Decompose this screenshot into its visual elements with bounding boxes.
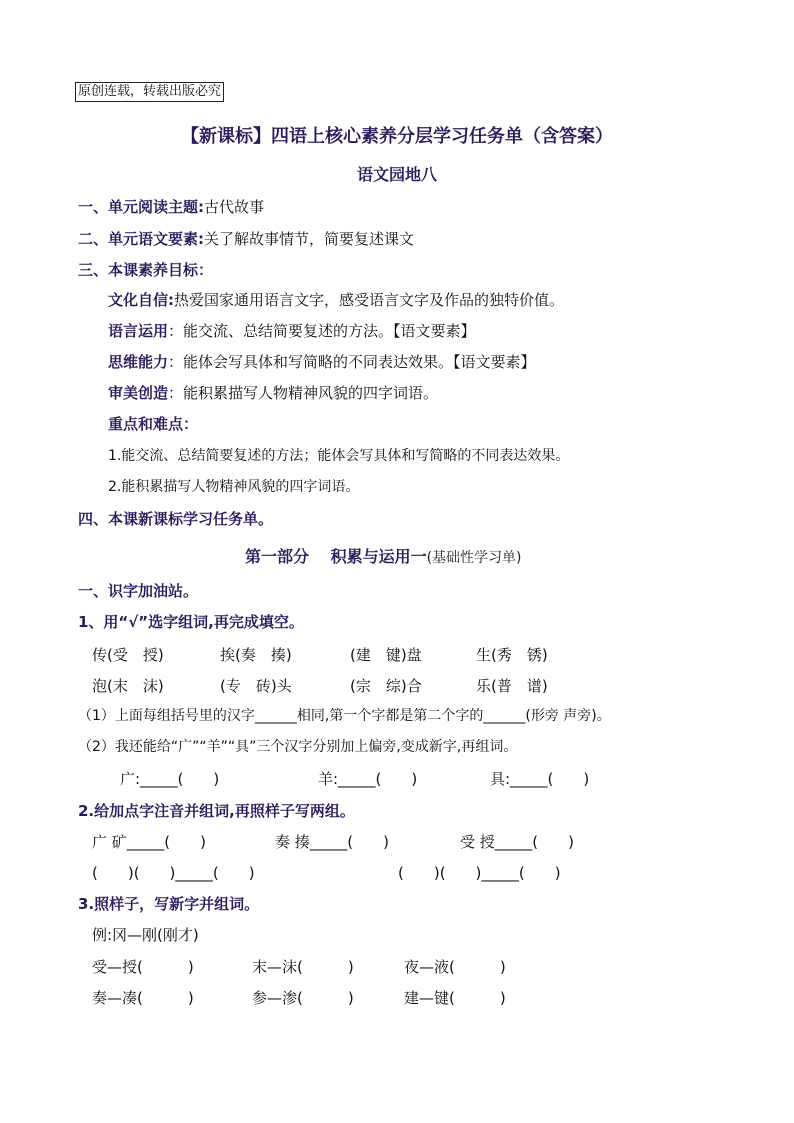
q1-row2-item-3: (宗 综)合 [350, 677, 422, 695]
q1-blank-ju: 具:_____( ) [490, 770, 590, 788]
goal-text: 热爱国家通用语言文字，感受语言文字及作品的独特价值。 [174, 291, 565, 309]
q1-row1-item-1: 传(受 授) [92, 646, 164, 664]
q2-row2-item-2: ( )( )_____( ) [398, 864, 561, 882]
section-text: 关了解故事情节，简要复述课文 [204, 230, 415, 248]
section-reading-theme [78, 196, 264, 218]
goal-aesthetic [108, 382, 438, 404]
q2-row1-item-3: 受 授_____( ) [460, 833, 574, 851]
q1-fill-1: （1）上面每组括号里的汉字______相同,第一个字都是第二个字的______(形旁 声旁)。 [78, 708, 611, 724]
goal-label: 思维能力 [108, 353, 169, 371]
q1-row1-item-4: 生(秀 锈) [476, 646, 548, 664]
goal-label: 文化自信: [108, 291, 174, 309]
q1-blank-yang: 羊:_____( ) [318, 770, 418, 788]
section-label: 一、单元阅读主题: [78, 198, 204, 216]
goal-label: 审美创造 [108, 384, 169, 402]
question-group-heading: 一、识字加油站。 [78, 582, 199, 600]
section-language-element [78, 228, 414, 250]
q3-row1-item-3: 夜—液( ) [404, 958, 506, 976]
part-subtitle: (基础性学习单) [426, 550, 522, 566]
goal-text: ：能积累描写人物精神风貌的四字词语。 [168, 384, 439, 402]
q2-title: 2.给加点字注音并组词,再照样子写两组。 [78, 802, 355, 820]
section-task-sheet: 四、本课新课标学习任务单。 [78, 510, 274, 528]
q1-row2-item-4: 乐(普 谱) [476, 677, 548, 695]
page-subtitle: 语文园地八 [356, 165, 437, 184]
q2-row2-item-1: ( )( )_____( ) [92, 864, 255, 882]
copyright-notice: 原创连载，转载出版必究 [75, 82, 224, 102]
q1-fill-2: （2）我还能给“广”“羊”“具”三个汉字分别加上偏旁,变成新字,再组词。 [78, 739, 518, 755]
part-heading [245, 544, 522, 567]
key-points-heading: 重点和难点： [108, 415, 199, 433]
q1-title: 1、用“√”选字组词,再完成填空。 [78, 613, 304, 631]
key-point-1: 1.能交流、总结简要复述的方法；能体会写具体和写简略的不同表达效果。 [108, 448, 570, 464]
section-goals-heading: 三、本课素养目标： [78, 261, 214, 279]
q1-row2-item-1: 泡(末 沫) [92, 677, 164, 695]
q1-row1-item-2: 挨(奏 揍) [220, 646, 292, 664]
part-title: 第一部分 积累与运用一 [245, 547, 427, 566]
q2-row1-item-1: 广 矿_____( ) [92, 833, 206, 851]
q3-title: 3.照样子，写新字并组词。 [78, 895, 260, 913]
section-label: 二、单元语文要素: [78, 230, 204, 248]
q3-row2-item-1: 奏—凑( ) [92, 989, 194, 1007]
page-title: 【新课标】四语上核心素养分层学习任务单（含答案） [181, 126, 613, 147]
q3-row1-item-1: 受—授( ) [92, 958, 194, 976]
goal-thinking [108, 351, 536, 373]
goal-label: 语言运用 [108, 322, 169, 340]
q1-row1-item-3: (建 键)盘 [350, 646, 422, 664]
q3-example: 例:冈—刚(刚才) [92, 926, 199, 944]
goal-text: ：能体会写具体和写简略的不同表达效果。【语文要素】 [168, 353, 536, 371]
goal-text: ：能交流、总结简要复述的方法。【语文要素】 [168, 322, 476, 340]
q1-row2-item-2: (专 砖)头 [220, 677, 292, 695]
key-point-2: 2.能积累描写人物精神风貌的四字词语。 [108, 479, 360, 495]
section-text: 古代故事 [204, 198, 265, 216]
q2-row1-item-2: 奏 揍_____( ) [275, 833, 389, 851]
q1-blank-guang: 广:_____( ) [120, 770, 220, 788]
q3-row1-item-2: 末—沫( ) [252, 958, 354, 976]
goal-culture [108, 289, 564, 311]
q3-row2-item-3: 建—键( ) [404, 989, 506, 1007]
q3-row2-item-2: 参—渗( ) [252, 989, 354, 1007]
goal-language [108, 320, 476, 342]
